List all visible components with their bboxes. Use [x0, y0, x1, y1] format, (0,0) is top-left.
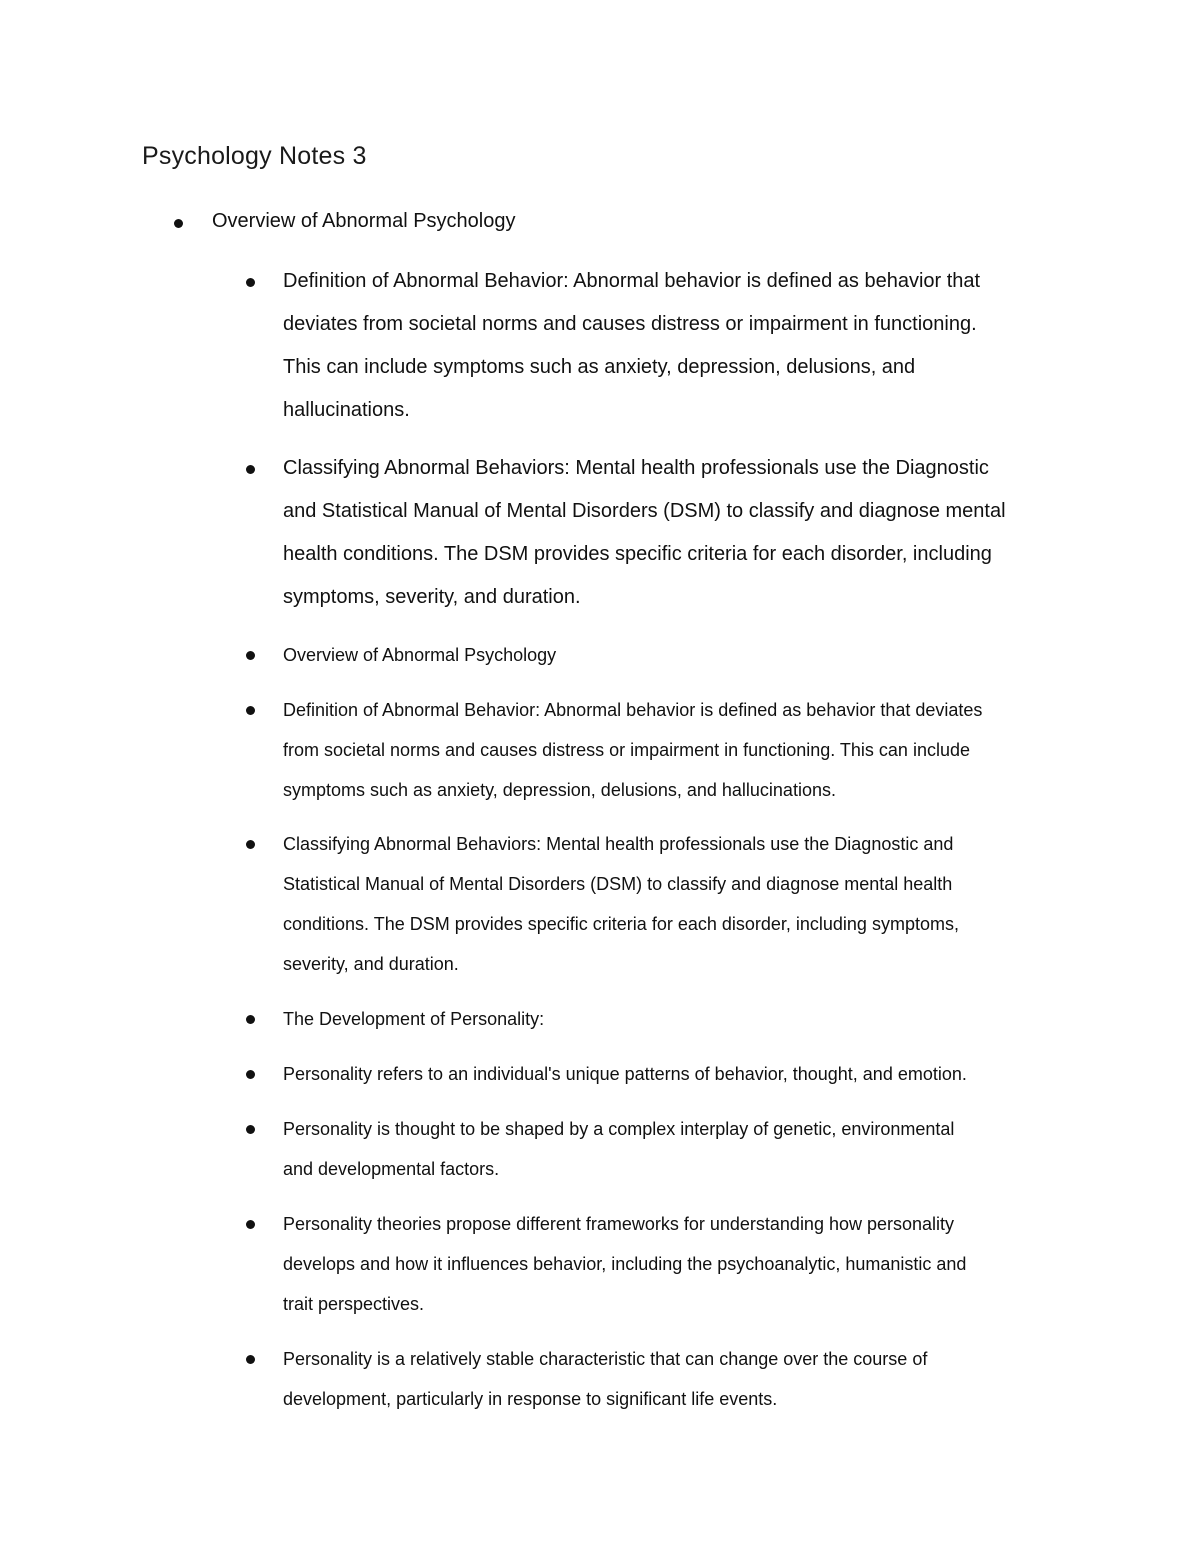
- list-item: Definition of Abnormal Behavior: Abnormal behavior is defined as behavior that deviates from societal norms and causes distress or impairment in functioning. This can include symptoms such as anxiety, depression, delusions, and hallucinations.: [283, 700, 983, 800]
- document-title: Psychology Notes 3: [142, 142, 367, 170]
- bullet-icon: [246, 651, 255, 660]
- bullet-icon: [174, 219, 183, 228]
- list-item: Personality is a relatively stable characteristic that can change over the course of development, particularly in response to significant life events.: [283, 1349, 928, 1409]
- bullet-icon: [246, 840, 255, 849]
- bullet-icon: [246, 465, 255, 474]
- list-item: Personality refers to an individual's unique patterns of behavior, thought, and emotion.: [283, 1064, 967, 1084]
- list-item: Personality is thought to be shaped by a complex interplay of genetic, environmental and developmental factors.: [283, 1119, 955, 1179]
- bullet-icon: [246, 1070, 255, 1079]
- list-item: Personality theories propose different frameworks for understanding how personality develops and how it influences behavior, including the psychoanalytic, humanistic and trait perspectives.: [283, 1214, 967, 1314]
- bullet-icon: [246, 278, 255, 287]
- bullet-icon: [246, 1355, 255, 1364]
- bullet-icon: [246, 1015, 255, 1024]
- list-item: Definition of Abnormal Behavior: Abnormal behavior is defined as behavior that deviates from societal norms and causes distress or impairment in functioning. This can include symptoms such as anxiety, depression, delusions, and hallucinations.: [283, 270, 981, 421]
- list-item: Classifying Abnormal Behaviors: Mental health professionals use the Diagnostic and Statistical Manual of Mental Disorders (DSM) to classify and diagnose mental health conditions. The DSM provides specific criteria for each disorder, including symptoms, severity, and duration.: [283, 457, 1006, 608]
- list-item: Classifying Abnormal Behaviors: Mental health professionals use the Diagnostic and Statistical Manual of Mental Disorders (DSM) to classify and diagnose mental health conditions. The DSM provides specific criteria for each disorder, including symptoms, severity, and duration.: [283, 834, 959, 974]
- list-item: Overview of Abnormal Psychology: [283, 645, 557, 665]
- bullet-icon: [246, 1220, 255, 1229]
- bullet-icon: [246, 1125, 255, 1134]
- section-heading: Overview of Abnormal Psychology: [212, 210, 516, 232]
- bullet-icon: [246, 706, 255, 715]
- list-item: The Development of Personality:: [283, 1009, 545, 1029]
